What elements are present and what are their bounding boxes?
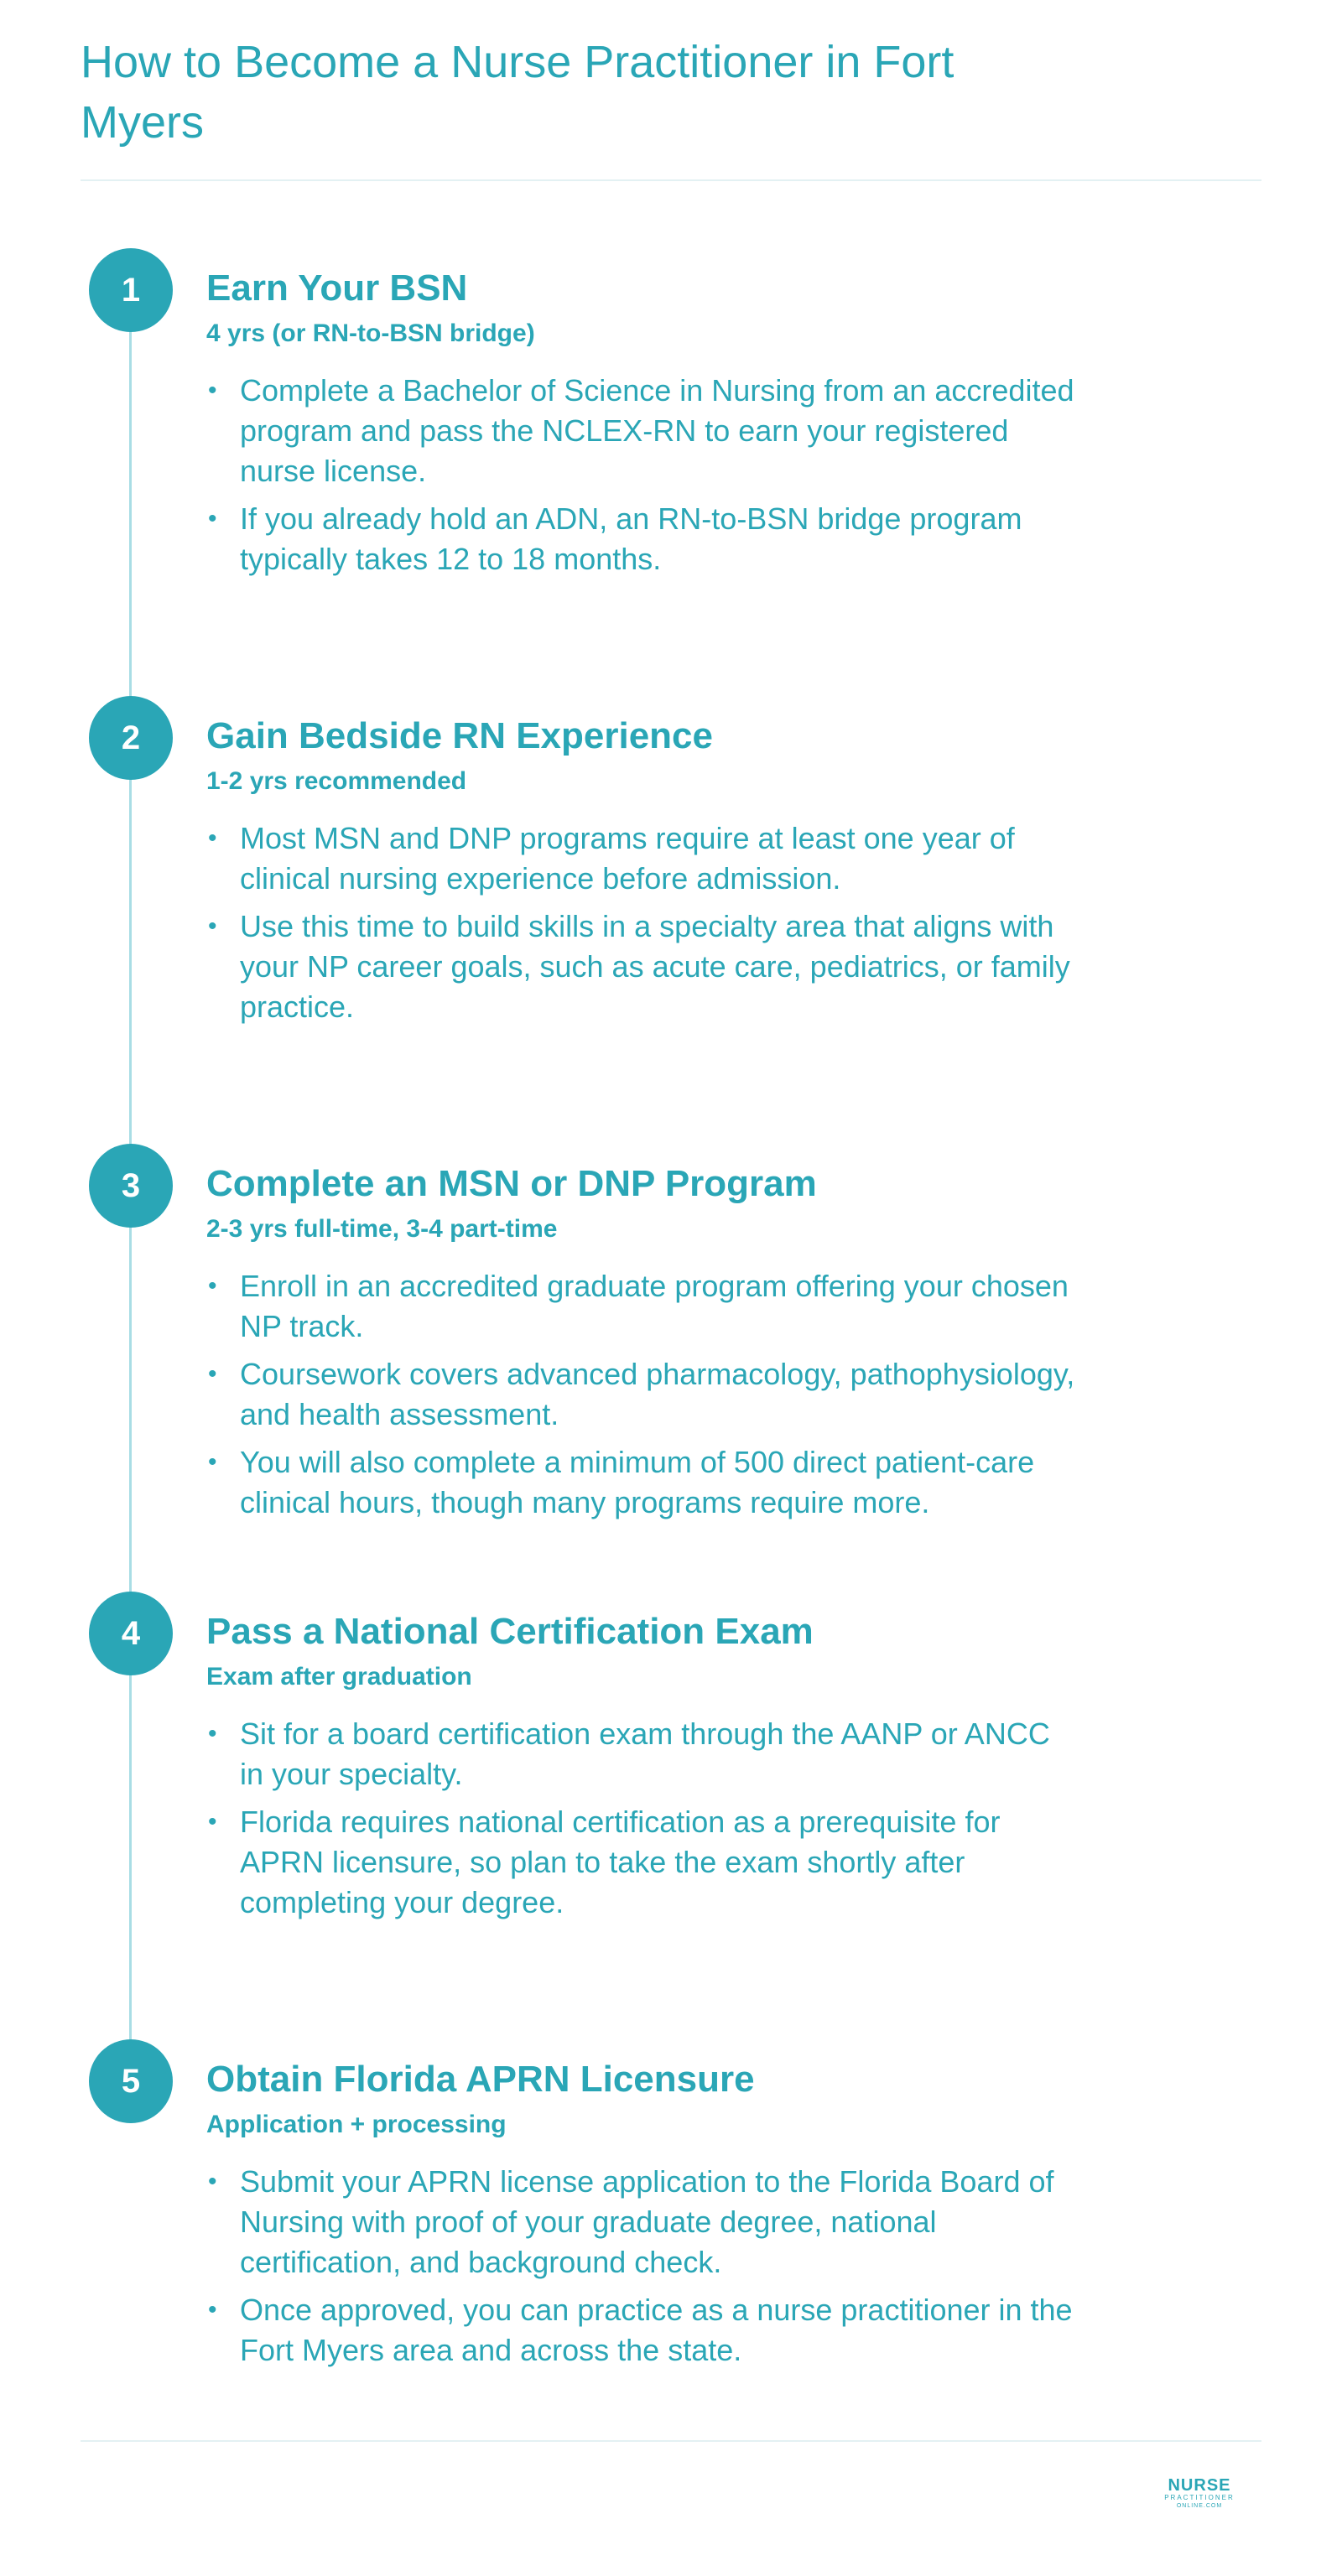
step-bullet-text: Sit for a board certification exam through the AANP or ANCC in your specialty. [240, 1716, 1050, 1791]
step-bullet-text: Complete a Bachelor of Science in Nursing from an accredited program and pass the NCLEX-RN to earn your registered nurse license. [240, 373, 1074, 488]
step-title: Pass a National Certification Exam [206, 1611, 814, 1652]
bullet-dot-icon: • [208, 1720, 217, 1748]
nurse-practitioner-online-logo [1154, 2477, 1245, 2511]
step-duration: Exam after graduation [206, 1663, 472, 1690]
step-bullet-text: If you already hold an ADN, an RN-to-BSN bridge program typically takes 12 to 18 months. [240, 501, 1022, 576]
step-bullet-text: Submit your APRN license application to the Florida Board of Nursing with proof of your graduate degree, national certification, and background check. [240, 2164, 1054, 2279]
step-title: Gain Bedside RN Experience [206, 715, 713, 756]
step-bullet-text: Coursework covers advanced pharmacology, pathophysiology, and health assessment. [240, 1357, 1075, 1431]
step-bullet-item [206, 1442, 1079, 1523]
step-bullet-item [206, 1354, 1079, 1435]
step-duration: 1-2 yrs recommended [206, 767, 467, 795]
logo-line-3: ONLINE.COM [1176, 2503, 1223, 2509]
step-bullet-item [206, 2162, 1079, 2283]
step-bullet-text: Enroll in an accredited graduate program offering your chosen NP track. [240, 1269, 1069, 1343]
step-number-badge: 2 [89, 696, 173, 780]
step-bullet-text: Florida requires national certification as a prerequisite for APRN licensure, so plan to take the exam shortly after completing your degree. [240, 1805, 1001, 1919]
step-number-badge: 4 [89, 1592, 173, 1675]
page-title: How to Become a Nurse Practitioner in Fort Myers [81, 37, 954, 148]
step-number-badge: 1 [89, 248, 173, 332]
step-bullet-item [206, 1714, 1079, 1794]
step-bullet-item [206, 906, 1079, 1027]
bullet-dot-icon: • [208, 377, 217, 404]
step-bullet-item [206, 2290, 1079, 2371]
bullet-dot-icon: • [208, 912, 217, 940]
logo-line-2: PRACTITIONER [1164, 2494, 1235, 2501]
step-bullet-item [206, 499, 1079, 579]
step-bullet-text: You will also complete a minimum of 500 direct patient-care clinical hours, though many programs require more. [240, 1445, 1035, 1519]
step-bullet-item [206, 371, 1079, 491]
step-bullet-list [206, 2162, 1079, 2378]
logo-line-1: NURSE [1168, 2476, 1231, 2495]
step-title: Earn Your BSN [206, 267, 468, 309]
step-bullet-list [206, 818, 1079, 1035]
step-title: Complete an MSN or DNP Program [206, 1163, 817, 1204]
bullet-dot-icon: • [208, 505, 217, 532]
bullet-dot-icon: • [208, 1808, 217, 1836]
bullet-dot-icon: • [208, 1272, 217, 1300]
step-title: Obtain Florida APRN Licensure [206, 2059, 755, 2100]
bullet-dot-icon: • [208, 1360, 217, 1388]
bullet-dot-icon: • [208, 824, 217, 852]
step-bullet-text: Use this time to build skills in a specialty area that aligns with your NP career goals, such as acute care, pediatrics, or family practice. [240, 909, 1070, 1024]
header-divider [81, 179, 1261, 181]
bullet-dot-icon: • [208, 2296, 217, 2324]
step-bullet-list [206, 371, 1079, 587]
bullet-dot-icon: • [208, 1448, 217, 1476]
step-duration: 2-3 yrs full-time, 3-4 part-time [206, 1215, 558, 1243]
step-bullet-item [206, 818, 1079, 899]
footer-divider [81, 2440, 1261, 2442]
step-number-badge: 3 [89, 1144, 173, 1228]
step-bullet-item [206, 1802, 1079, 1923]
step-duration: Application + processing [206, 2111, 507, 2138]
bullet-dot-icon: • [208, 2168, 217, 2195]
step-duration: 4 yrs (or RN-to-BSN bridge) [206, 319, 535, 347]
step-bullet-item [206, 1266, 1079, 1347]
step-number-badge: 5 [89, 2039, 173, 2123]
step-bullet-text: Most MSN and DNP programs require at least one year of clinical nursing experience before admission. [240, 821, 1015, 896]
step-bullet-text: Once approved, you can practice as a nurse practitioner in the Fort Myers area and across the state. [240, 2293, 1073, 2367]
step-bullet-list [206, 1266, 1079, 1530]
step-bullet-list [206, 1714, 1079, 1930]
